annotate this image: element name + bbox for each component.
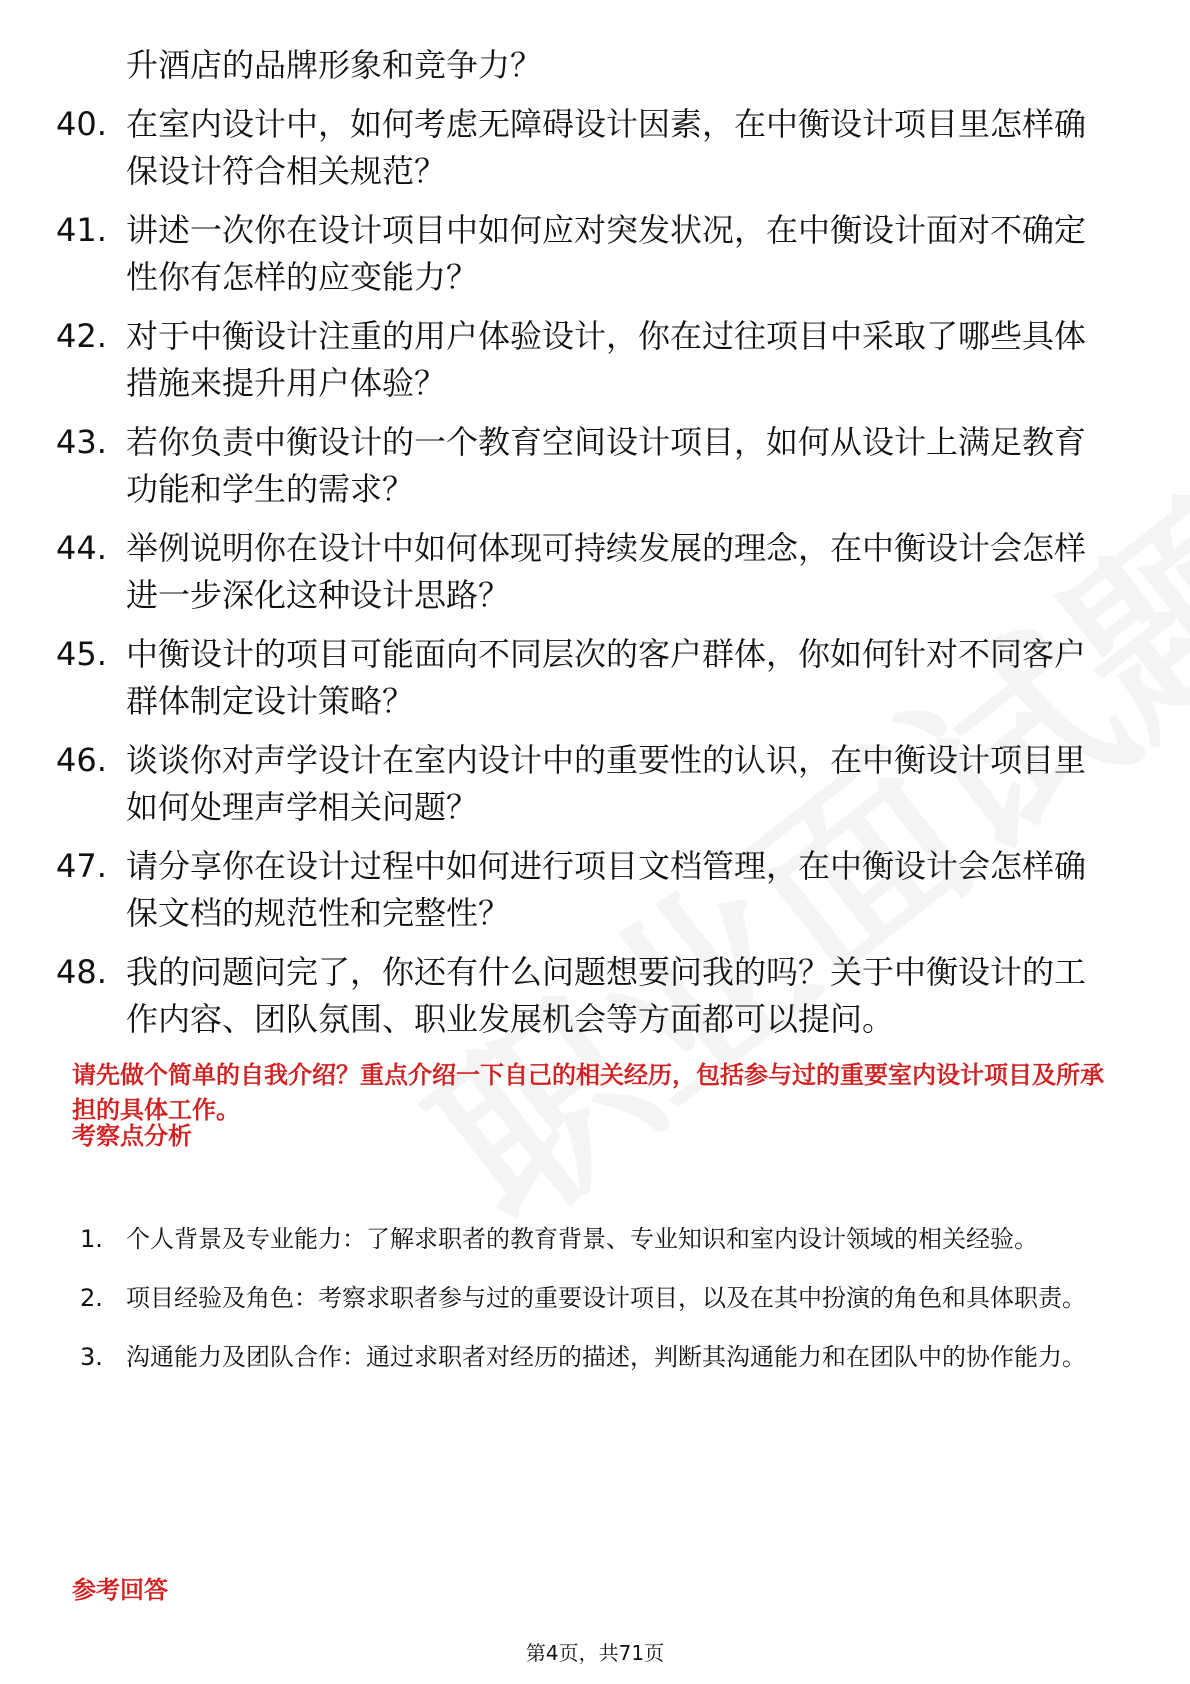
question-text: 对于中衡设计注重的用户体验设计，你在过往项目中采取了哪些具体措施来提升用户体验？	[126, 317, 1087, 402]
highlight-question: 请先做个简单的自我介绍？重点介绍一下自己的相关经历，包括参与过的重要室内设计项目及所承担的具体工作。	[72, 1061, 1104, 1124]
question-item	[56, 631, 1116, 725]
analysis-text: 沟通能力及团队合作：通过求职者对经历的描述，判断其沟通能力和在团队中的协作能力。	[126, 1343, 1086, 1371]
question-number: 40.	[56, 105, 107, 143]
question-item	[56, 949, 1116, 1043]
analysis-list	[80, 1212, 1116, 1389]
question-item	[56, 843, 1116, 937]
question-text: 中衡设计的项目可能面向不同层次的客户群体，你如何针对不同客户群体制定设计策略？	[126, 635, 1087, 720]
question-text: 请分享你在设计过程中如何进行项目文档管理，在中衡设计会怎样确保文档的规范性和完整性？	[126, 847, 1087, 932]
analysis-item	[80, 1330, 1116, 1385]
question-item	[56, 313, 1116, 407]
question-text: 谈谈你对声学设计在室内设计中的重要性的认识，在中衡设计项目里如何处理声学相关问题？	[126, 741, 1087, 826]
analysis-heading: 考察点分析	[72, 1122, 192, 1150]
question-text: 若你负责中衡设计的一个教育空间设计项目，如何从设计上满足教育功能和学生的需求？	[126, 423, 1087, 508]
question-item	[56, 419, 1116, 513]
question-list	[56, 42, 1116, 1055]
question-number: 45.	[56, 635, 107, 673]
answer-heading: 参考回答	[72, 1576, 168, 1604]
question-text: 讲述一次你在设计项目中如何应对突发状况，在中衡设计面对不确定性你有怎样的应变能力？	[126, 211, 1087, 296]
question-text: 我的问题问完了，你还有什么问题想要问我的吗？关于中衡设计的工作内容、团队氛围、职业发展机会等方面都可以提问。	[126, 953, 1087, 1038]
question-text: 在室内设计中，如何考虑无障碍设计因素，在中衡设计项目里怎样确保设计符合相关规范？	[126, 105, 1087, 190]
analysis-text: 项目经验及角色：考察求职者参与过的重要设计项目，以及在其中扮演的角色和具体职责。	[126, 1284, 1086, 1312]
question-number: 43.	[56, 423, 107, 461]
question-number: 42.	[56, 317, 107, 355]
question-number: 41.	[56, 211, 107, 249]
analysis-number: 2.	[80, 1284, 103, 1312]
question-number: 44.	[56, 529, 107, 567]
question-text: 举例说明你在设计中如何体现可持续发展的理念，在中衡设计会怎样进一步深化这种设计思路？	[126, 529, 1087, 614]
question-item	[56, 207, 1116, 301]
analysis-text: 个人背景及专业能力：了解求职者的教育背景、专业知识和室内设计领域的相关经验。	[126, 1225, 1038, 1253]
question-item	[56, 101, 1116, 195]
analysis-item	[80, 1212, 1116, 1267]
question-number: 47.	[56, 847, 107, 885]
question-continuation: 升酒店的品牌形象和竞争力？	[126, 46, 543, 84]
page-footer: 第4页，共71页	[525, 1641, 665, 1665]
question-item	[56, 525, 1116, 619]
analysis-number: 3.	[80, 1343, 103, 1371]
question-number: 48.	[56, 953, 107, 991]
question-number: 46.	[56, 741, 107, 779]
analysis-item	[80, 1271, 1116, 1326]
analysis-number: 1.	[80, 1225, 103, 1253]
question-item	[56, 737, 1116, 831]
